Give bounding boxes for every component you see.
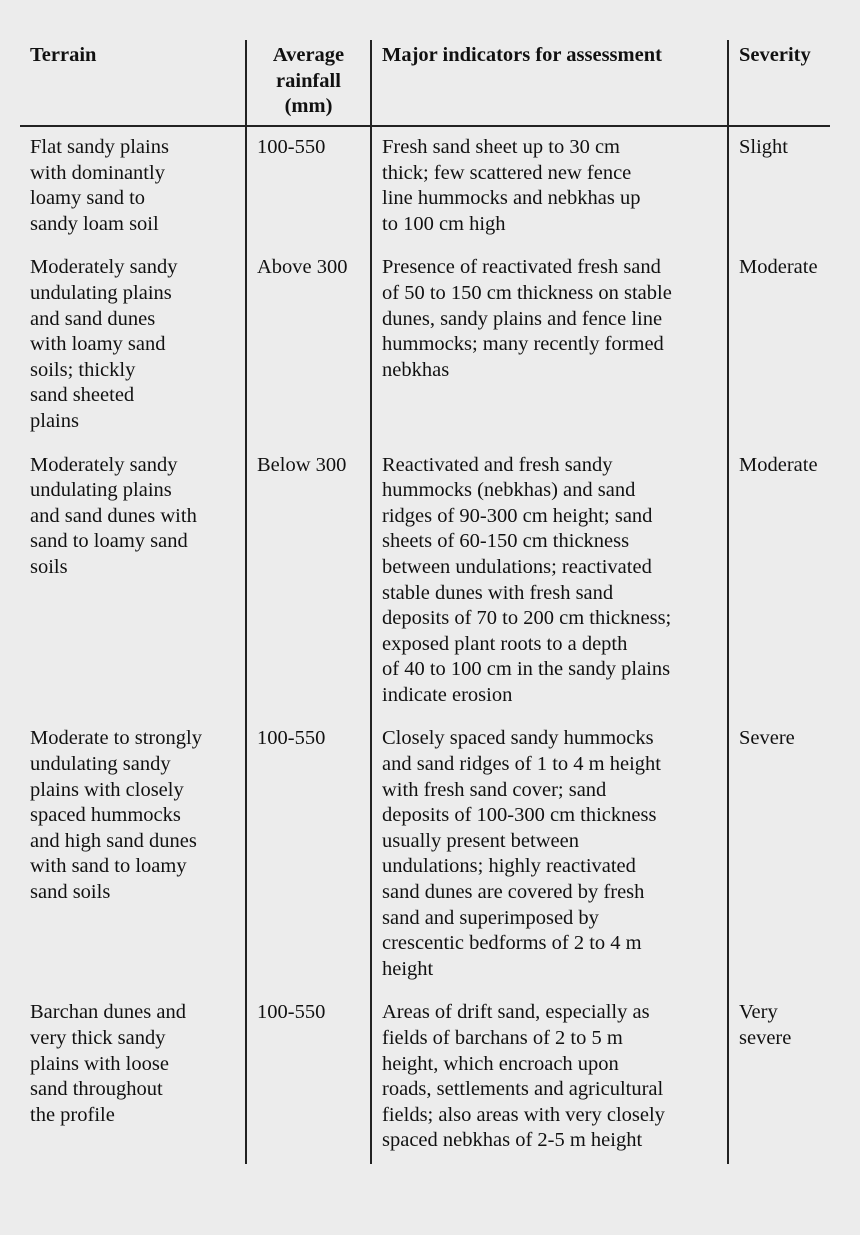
cell-terrain: Moderately sandy undulating plains and sand dunes with loamy sand soils; thickly sand sheeted plains [30, 256, 178, 432]
table-header-row [20, 40, 830, 126]
cell-terrain: Flat sandy plains with dominantly loamy sand to sandy loam soil [30, 136, 169, 235]
desertification-severity-table [20, 40, 830, 1164]
cell-rainfall: Above 300 [246, 247, 371, 444]
header-severity: Severity [728, 40, 830, 126]
header-terrain: Terrain [20, 40, 246, 126]
header-rainfall: Average rainfall (mm) [246, 40, 371, 126]
table-row [20, 718, 830, 992]
cell-severity: Moderate [728, 247, 830, 444]
table-row [20, 247, 830, 444]
table-row [20, 126, 830, 247]
table-row [20, 992, 830, 1164]
cell-terrain: Moderate to strongly undulating sandy plains with closely spaced hummocks and high sand dunes with sand to loamy sand soils [30, 727, 202, 904]
cell-rainfall: 100-550 [246, 718, 371, 992]
cell-rainfall: 100-550 [246, 992, 371, 1164]
cell-severity: Moderate [728, 445, 830, 719]
cell-indicators: Presence of reactivated fresh sand of 50 to 150 cm thickness on stable dunes, sandy plains and fence line hummocks; many recently formed nebkhas [371, 247, 728, 444]
cell-severity: Severe [728, 718, 830, 992]
cell-indicators: Closely spaced sandy hummocks and sand ridges of 1 to 4 m height with fresh sand cover; sand deposits of 100-300 cm thickness usually present between undulations; highly reactivated sand dunes are covered by fresh sand and superimposed by crescentic bedforms of 2 to 4 m height [371, 718, 728, 992]
table-row [20, 445, 830, 719]
cell-rainfall: 100-550 [246, 126, 371, 247]
cell-indicators: Areas of drift sand, especially as fields of barchans of 2 to 5 m height, which encroach upon roads, settlements and agricultural fields; also areas with very closely spaced nebkhas of 2-5 m height [371, 992, 728, 1164]
cell-terrain: Barchan dunes and very thick sandy plains with loose sand throughout the profile [30, 1001, 186, 1126]
cell-indicators: Reactivated and fresh sandy hummocks (nebkhas) and sand ridges of 90-300 cm height; sand sheets of 60-150 cm thickness between undulations; reactivated stable dunes with fresh sand deposits of 70 to 200 cm thickness; exposed plant roots to a depth of 40 to 100 cm in the sandy plains indicate erosion [371, 445, 728, 719]
header-indicators: Major indicators for assessment [371, 40, 728, 126]
cell-severity: Slight [728, 126, 830, 247]
cell-terrain: Moderately sandy undulating plains and sand dunes with sand to loamy sand soils [30, 453, 197, 578]
cell-rainfall: Below 300 [246, 445, 371, 719]
document-page [20, 40, 830, 1164]
cell-severity: Very severe [728, 992, 830, 1164]
cell-indicators: Fresh sand sheet up to 30 cm thick; few scattered new fence line hummocks and nebkhas up to 100 cm high [371, 126, 728, 247]
